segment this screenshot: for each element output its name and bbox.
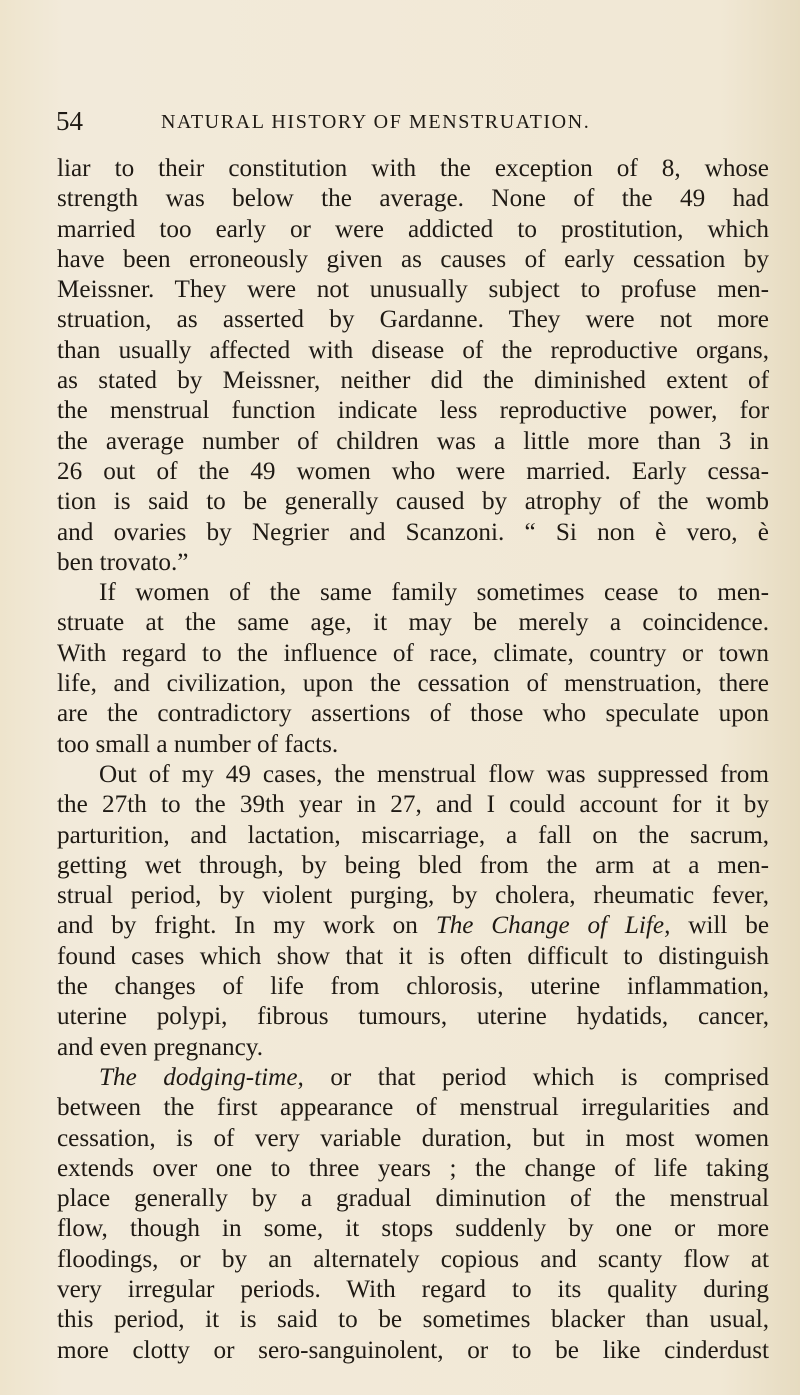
text-line: more clotty or sero-sanguinolent, or to be like cinderdust <box>57 1336 769 1364</box>
text-line: between the first appearance of menstrual irregularities and <box>57 1094 769 1122</box>
text-line: this period, it is said to be sometimes blacker than usual, <box>57 1306 769 1334</box>
text-line: than usually affected with disease of the reproductive organs, <box>57 336 769 364</box>
body-text <box>57 154 769 1366</box>
text-line: struate at the same age, it may be merely a coincidence. <box>57 609 769 637</box>
text-line: and even pregnancy. <box>57 1033 264 1061</box>
text-line: are the contradictory assertions of those who speculate upon <box>57 700 769 728</box>
text-line: Meissner. They were not unusually subject to profuse men- <box>57 276 769 304</box>
text-line <box>57 1063 769 1093</box>
text-line: married too early or were addicted to prostitution, which <box>57 215 769 243</box>
text-line: as stated by Meissner, neither did the diminished extent of <box>57 367 769 395</box>
text-line: liar to their constitution with the exception of 8, whose <box>57 155 769 182</box>
text-segment: or that period which is comprised <box>303 1063 769 1091</box>
text-line: tion is said to be generally caused by atrophy of the womb <box>57 488 769 516</box>
text-line: the average number of children was a little more than 3 in <box>57 427 769 455</box>
paragraph <box>57 1063 769 1366</box>
text-line: have been erroneously given as causes of early cessation by <box>57 245 769 273</box>
running-title: NATURAL HISTORY OF MENSTRUATION. <box>161 111 591 133</box>
text-segment: and by fright. In my work on <box>57 912 418 940</box>
text-line: the menstrual function indicate less reproductive power, for <box>57 397 769 425</box>
text-line: cessation, is of very variable duration, but in most women <box>57 1124 769 1152</box>
paragraph <box>57 154 769 578</box>
text-line: strual period, by violent purging, by cholera, rheumatic fever, <box>57 882 769 910</box>
text-line: the 27th to the 39th year in 27, and I could account for it by <box>57 791 769 819</box>
text-segment: will be <box>670 912 769 940</box>
text-line: parturition, and lactation, miscarriage, a fall on the sacrum, <box>57 821 769 849</box>
text-line: floodings, or by an alternately copious and scanty flow at <box>57 1245 769 1273</box>
text-line: With regard to the influence of race, climate, country or town <box>57 639 769 667</box>
text-line: ben trovato.” <box>57 548 189 576</box>
text-line: extends over one to three years ; the change of life taking <box>57 1154 769 1182</box>
text-line <box>57 911 769 941</box>
italic-term: The dodging-time, <box>99 1063 304 1091</box>
text-line: getting wet through, by being bled from the arm at a men- <box>57 851 769 879</box>
page-number: 54 <box>56 106 83 136</box>
text-line: flow, though in some, it stops suddenly by one or more <box>57 1215 769 1243</box>
text-line: 26 out of the 49 women who were married. Early cessa- <box>57 457 769 485</box>
text-line: Out of my 49 cases, the menstrual flow was suppressed from <box>99 760 769 788</box>
text-line: and ovaries by Negrier and Scanzoni. “ Si non è vero, è <box>57 518 769 546</box>
text-line: place generally by a gradual diminution of the menstrual <box>57 1185 769 1213</box>
text-line: too small a number of facts. <box>57 730 339 758</box>
text-line: very irregular periods. With regard to its quality during <box>57 1275 769 1303</box>
text-line: If women of the same family sometimes cease to men- <box>99 579 769 607</box>
paragraph <box>57 578 769 760</box>
text-line: life, and civilization, upon the cessation of menstruation, there <box>57 670 769 698</box>
paragraph <box>57 760 769 1063</box>
text-line: found cases which show that it is often difficult to distinguish <box>57 942 769 970</box>
text-line: the changes of life from chlorosis, uterine inflammation, <box>57 973 769 1001</box>
running-head <box>52 103 772 139</box>
text-line: strength was below the average. None of the 49 had <box>57 185 769 213</box>
text-line: uterine polypi, fibrous tumours, uterine hydatids, cancer, <box>57 1003 769 1031</box>
text-line: struation, as asserted by Gardanne. They were not more <box>57 306 769 334</box>
book-title: The Change of Life, <box>435 912 671 940</box>
